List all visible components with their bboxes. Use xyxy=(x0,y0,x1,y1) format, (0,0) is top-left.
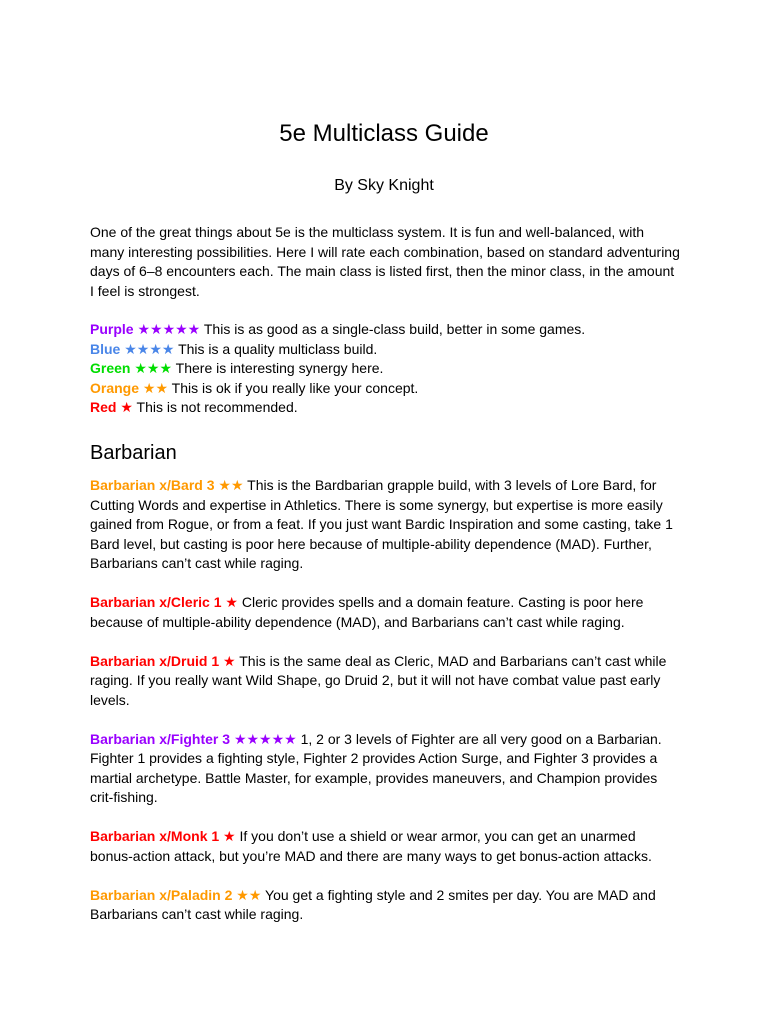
star-icon: ★★ xyxy=(218,477,244,493)
entry-barbarian-fighter xyxy=(90,730,680,808)
barbarian-entries xyxy=(90,476,680,944)
entry-label: Barbarian x/Bard 3 xyxy=(90,477,215,493)
legend-tier-label: Blue xyxy=(90,340,121,357)
legend-description: This is ok if you really like your concept. xyxy=(171,379,419,396)
entry-text: This is the same deal as Cleric, MAD and Barbarians can’t cast while raging. If you really want Wild Shape, go Druid 2, but it will not have combat value past early levels. xyxy=(90,652,667,708)
document-title: 5e Multiclass Guide xyxy=(279,120,489,147)
intro-paragraph: One of the great things about 5e is the multiclass system. It is fun and well-balanced, with many interesting possibilities. Here I will rate each combination, based on standard adventuring days of 6–8 encounters each. The main class is listed first, then the minor class, in the amount I feel is strongest. xyxy=(90,224,680,299)
legend-row-purple xyxy=(90,320,680,340)
entry-barbarian-druid xyxy=(90,652,680,711)
legend-row-red xyxy=(90,398,680,418)
legend-row-blue xyxy=(90,340,680,360)
entry-label: Barbarian x/Fighter 3 xyxy=(90,730,231,747)
legend-tier-label: Green xyxy=(90,360,131,376)
legend-row-orange xyxy=(90,379,680,399)
legend-row-green xyxy=(90,359,680,379)
document-author: By Sky Knight xyxy=(334,177,434,194)
legend-tier-label: Orange xyxy=(90,379,140,396)
star-icon: ★★★★★ xyxy=(137,321,201,337)
rating-legend xyxy=(90,320,680,418)
entry-label: Barbarian x/Druid 1 xyxy=(90,652,220,669)
legend-description: This is not recommended. xyxy=(136,399,298,415)
entry-barbarian-paladin xyxy=(90,886,680,925)
star-icon: ★ xyxy=(223,652,236,669)
entry-barbarian-monk xyxy=(90,827,680,866)
entry-text: Cleric provides spells and a domain feature. Casting is poor here because of multiple-ability dependence (MAD), and Barbarians can’t cast while raging. xyxy=(90,594,644,630)
star-icon: ★ xyxy=(223,828,236,844)
legend-description: There is interesting synergy here. xyxy=(175,360,384,376)
legend-description: This is as good as a single-class build, better in some games. xyxy=(203,321,586,337)
star-icon: ★★★★ xyxy=(124,340,175,357)
entry-label: Barbarian x/Cleric 1 xyxy=(90,594,222,610)
star-icon: ★★ xyxy=(142,379,169,396)
entry-text: If you don’t use a shield or wear armor, you can get an unarmed bonus-action attack, but you’re MAD and there are many ways to get bonus-action attacks. xyxy=(90,828,652,864)
entry-text: You get a fighting style and 2 smites per day. You are MAD and Barbarians can’t cast while raging. xyxy=(90,886,656,922)
entry-barbarian-cleric xyxy=(90,593,680,632)
entry-label: Barbarian x/Monk 1 xyxy=(90,828,220,844)
entry-label: Barbarian x/Paladin 2 xyxy=(90,886,233,903)
star-icon: ★ xyxy=(120,399,133,415)
star-icon: ★★ xyxy=(236,886,262,903)
star-icon: ★ xyxy=(225,594,238,610)
entry-text: 1, 2 or 3 levels of Fighter are all very good on a Barbarian. Fighter 1 provides a fighting style, Fighter 2 provides Action Surge, and Fighter 3 provides a martial archetype. Battle Master, for example, provides maneuvers, and Champion provides crit-fishing. xyxy=(90,730,662,805)
star-icon: ★★★ xyxy=(134,360,173,376)
legend-tier-label: Purple xyxy=(90,321,134,337)
entry-text: This is the Bardbarian grapple build, with 3 levels of Lore Bard, for Cutting Words and expertise in Athletics. There is some synergy, but expertise is more easily gained from Rogue, or from a feat. If you just want Bardic Inspiration and some casting, take 1 Bard level, but casting is poor here because of multiple-ability dependence (MAD). Further, Barbarians can’t cast while raging. xyxy=(90,477,673,571)
legend-tier-label: Red xyxy=(90,399,117,415)
entry-barbarian-bard xyxy=(90,476,680,574)
star-icon: ★★★★★ xyxy=(233,730,297,747)
section-heading-barbarian: Barbarian xyxy=(90,442,177,464)
legend-description: This is a quality multiclass build. xyxy=(178,340,378,357)
